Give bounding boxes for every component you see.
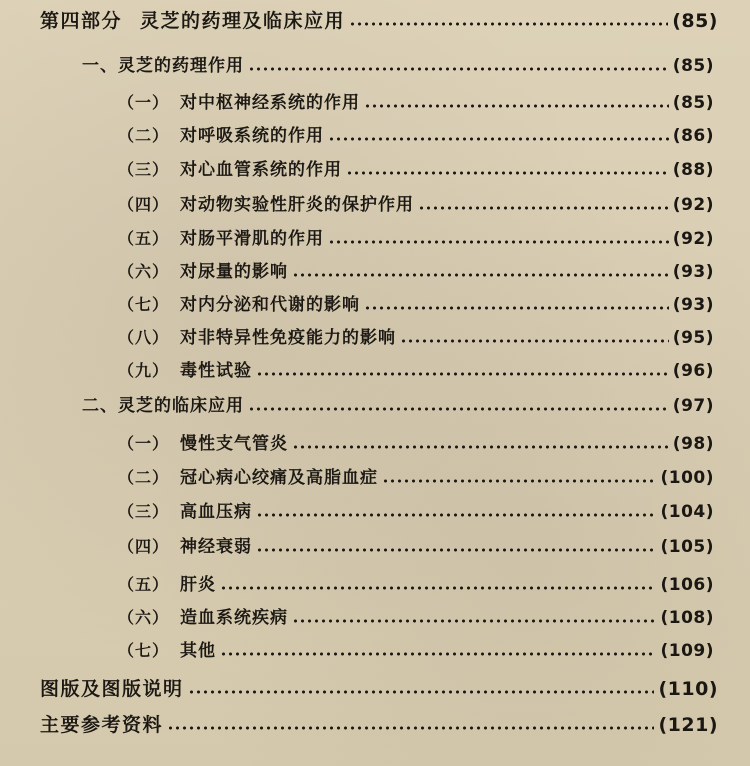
toc-page-number: (92) [672,229,714,249]
toc-page-number: (93) [672,262,714,282]
toc-page-number: (85) [672,93,714,113]
toc-entry-number: （一） [118,93,170,112]
toc-page-number: (88) [672,160,714,180]
toc-page-number: (108) [660,608,714,628]
toc-page-number: (92) [672,195,714,215]
toc-entry-1-1[interactable] [118,88,714,118]
toc-page-number: (98) [672,434,714,454]
toc-entry-title: 冠心病心绞痛及高脂血症 [180,468,378,488]
toc-entry-2-6[interactable] [118,603,714,633]
toc-entry-title: 对肠平滑肌的作用 [180,229,324,249]
toc-leader-dots [382,478,656,484]
toc-page-number: (96) [672,361,714,381]
toc-entry-title: 二、灵芝的临床应用 [82,396,244,416]
toc-entry-1-2[interactable] [118,121,714,151]
toc-entry-title: 对内分泌和代谢的影响 [180,295,360,315]
toc-leader-dots [328,239,669,245]
toc-leader-dots [256,371,669,377]
toc-entry-number: （五） [118,575,170,594]
toc-entry-number: （六） [118,608,170,627]
toc-page-number: (93) [672,295,714,315]
toc-leader-dots [248,406,669,412]
toc-leader-dots [400,338,669,344]
toc-entry-2-5[interactable] [118,570,714,600]
toc-leader-dots [364,103,669,109]
toc-entry-title: 主要参考资料 [40,714,164,736]
toc-entry-number: （五） [118,229,170,248]
toc-entry-1-9[interactable] [118,356,714,386]
toc-page-number: (85) [672,10,718,32]
toc-leader-dots [292,618,656,624]
toc-entry-title: 毒性试验 [180,361,252,381]
toc-entry-title: 对尿量的影响 [180,262,288,282]
toc-entry-section2[interactable] [82,391,714,421]
toc-leader-dots [292,272,669,278]
toc-page-number: (105) [660,537,714,557]
toc-leader-dots [167,725,654,731]
toc-entry-number: （一） [118,434,170,453]
toc-page-number: (121) [658,714,718,736]
toc-entry-number: （二） [118,126,170,145]
toc-page-number: (86) [672,126,714,146]
toc-leader-dots [256,512,656,518]
toc-entry-2-3[interactable] [118,497,714,527]
toc-entry-number: （三） [118,502,170,521]
toc-entry-title: 慢性支气管炎 [180,434,288,454]
toc-entry-1-5[interactable] [118,224,714,254]
toc-entry-number: （七） [118,295,170,314]
toc-entry-1-8[interactable] [118,323,714,353]
toc-entry-title: 图版及图版说明 [40,678,184,700]
toc-entry-number: （三） [118,160,170,179]
toc-page-number: (100) [660,468,714,488]
toc-page-number: (109) [660,641,714,661]
toc-entry-number: （二） [118,468,170,487]
toc-leader-dots [188,689,655,695]
toc-entry-1-4[interactable] [118,190,714,220]
toc-entry-section1[interactable] [82,51,714,81]
toc-entry-number: （八） [118,328,170,347]
toc-entry-1-7[interactable] [118,290,714,320]
toc-entry-number: （四） [118,537,170,556]
toc-entry-title: 高血压病 [180,502,252,522]
toc-entry-number: （九） [118,361,170,380]
toc-entry-2-2[interactable] [118,463,714,493]
toc-entry-2-7[interactable] [118,636,714,666]
toc-entry-title: 造血系统疾病 [180,608,288,628]
toc-leader-dots [328,136,669,142]
toc-leader-dots [248,66,669,72]
toc-entry-title: 肝炎 [180,575,216,595]
toc-leader-dots [256,547,656,553]
toc-page-number: (95) [672,328,714,348]
toc-entry-2-4[interactable] [118,532,714,562]
toc-leader-dots [346,170,669,176]
toc-entry-1-3[interactable] [118,155,714,185]
toc-page-number: (106) [660,575,714,595]
toc-entry-title: 对非特异性免疫能力的影响 [180,328,396,348]
toc-leader-dots [220,585,656,591]
toc-entry-2-1[interactable] [118,429,714,459]
toc-entry-1-6[interactable] [118,257,714,287]
toc-leader-dots [220,651,656,657]
toc-entry-title: 对动物实验性肝炎的保护作用 [180,195,414,215]
toc-entry-plates[interactable] [40,674,718,704]
toc-entry-title: 对呼吸系统的作用 [180,126,324,146]
toc-entry-title: 神经衰弱 [180,537,252,557]
toc-page-number: (104) [660,502,714,522]
toc-entry-number: （七） [118,641,170,660]
toc-entry-title: 对中枢神经系统的作用 [180,93,360,113]
toc-entry-number: （六） [118,262,170,281]
toc-leader-dots [292,444,669,450]
toc-entry-title: 第四部分 灵芝的药理及临床应用 [40,10,346,32]
toc-page-number: (110) [658,678,718,700]
toc-entry-title: 对心血管系统的作用 [180,160,342,180]
toc-leader-dots [364,305,669,311]
toc-entry-title: 一、灵芝的药理作用 [82,56,244,76]
toc-page-number: (85) [672,56,714,76]
toc-entry-number: （四） [118,195,170,214]
toc-entry-part4[interactable] [40,6,718,36]
toc-entry-title: 其他 [180,641,216,661]
toc-page-number: (97) [672,396,714,416]
toc-leader-dots [349,21,668,27]
toc-entry-references[interactable] [40,710,718,740]
toc-leader-dots [418,205,669,211]
